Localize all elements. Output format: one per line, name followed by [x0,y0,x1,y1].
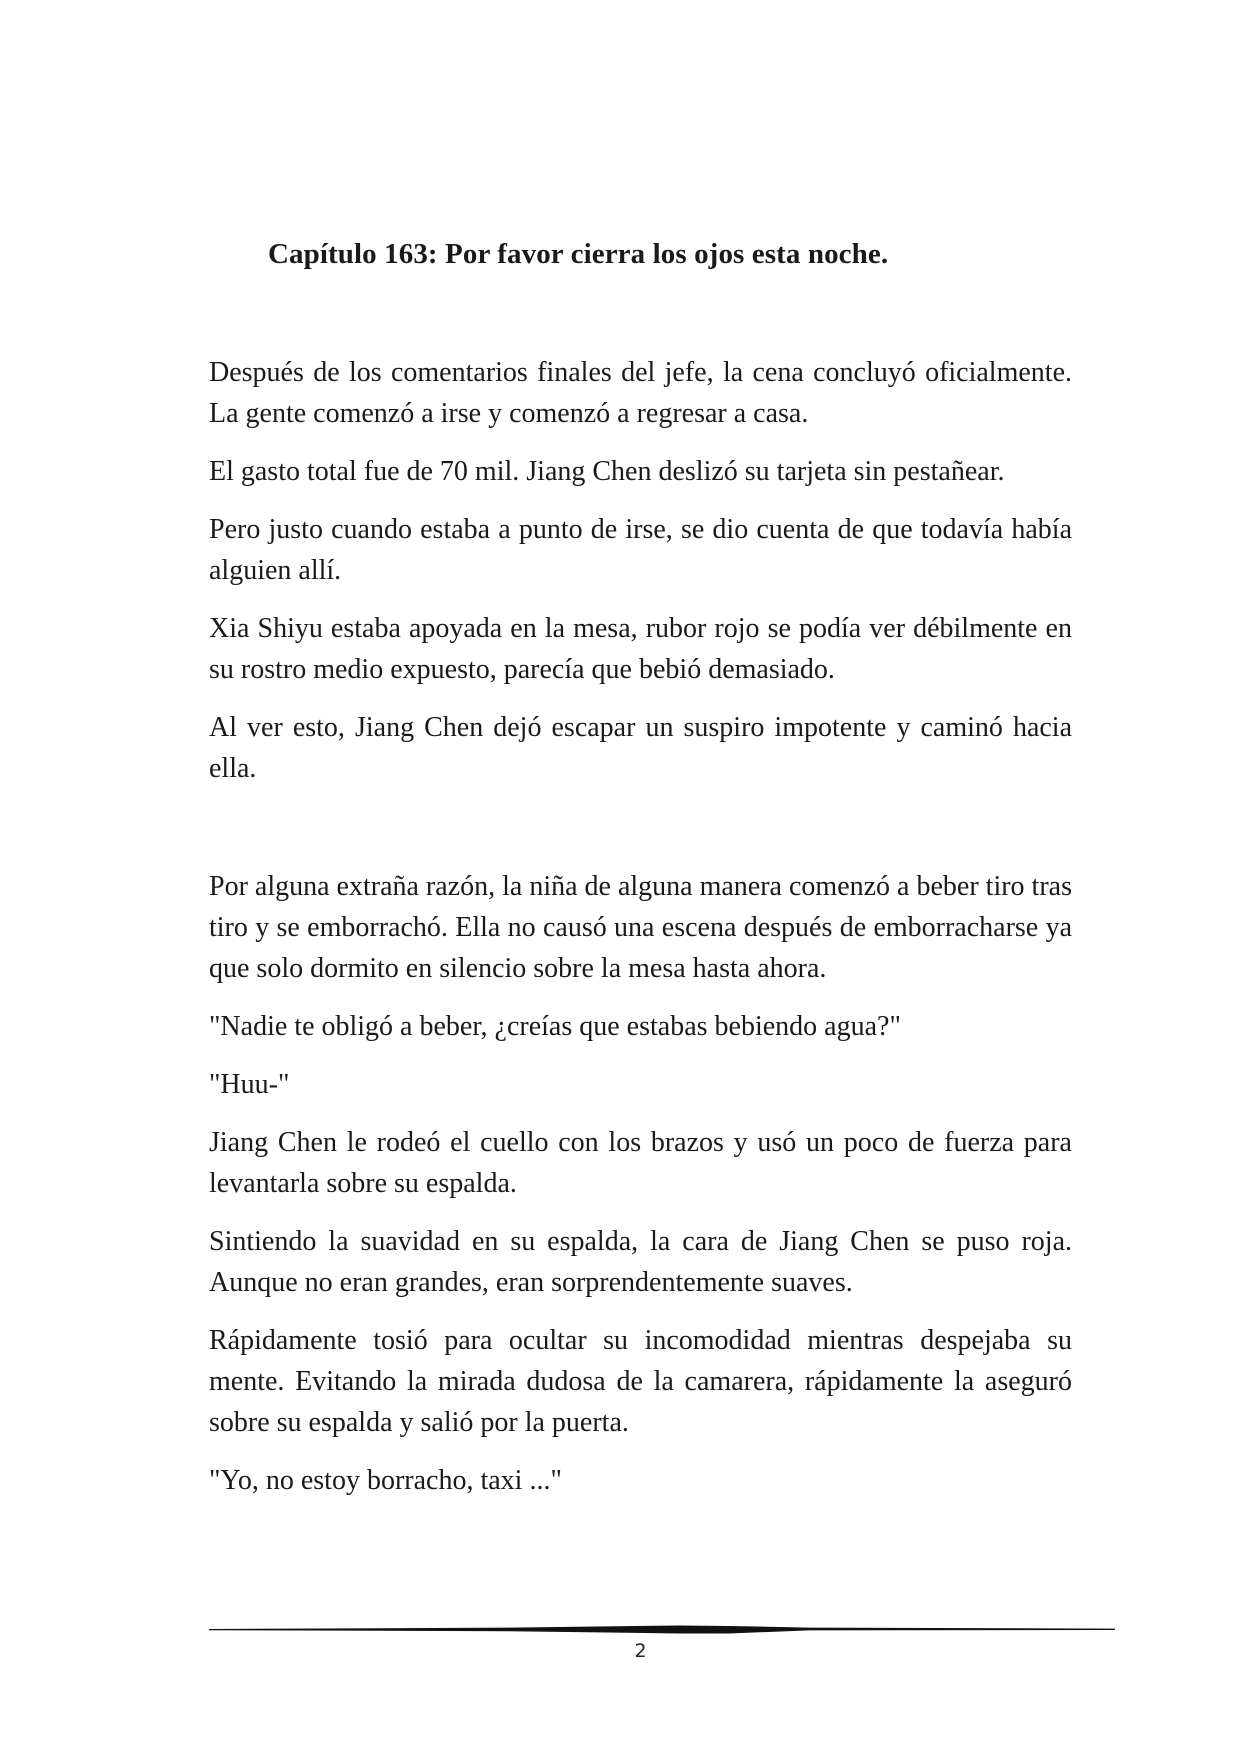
paragraph: "Huu-" [209,1069,290,1100]
paragraph: Sintiendo la suavidad en su espalda, la cara de Jiang Chen se puso roja. Aunque no eran grandes, eran sorprendentemente suaves. [209,1226,1072,1298]
chapter-title: Capítulo 163: Por favor cierra los ojos esta noche. [268,238,889,270]
paragraph: Jiang Chen le rodeó el cuello con los brazos y usó un poco de fuerza para levantarla sobre su espalda. [209,1127,1072,1199]
paragraph: "Yo, no estoy borracho, taxi ..." [209,1465,562,1496]
paragraph: Rápidamente tosió para ocultar su incomodidad mientras despejaba su mente. Evitando la mirada dudosa de la camarera, rápidamente la aseguró sobre su espalda y salió por la puerta. [209,1325,1072,1438]
section-break [209,806,1072,866]
paragraph: Xia Shiyu estaba apoyada en la mesa, rubor rojo se podía ver débilmente en su rostro medio expuesto, parecía que bebió demasiado. [209,613,1072,685]
footer-divider [209,1623,1115,1637]
page-number: 2 [634,1640,647,1662]
paragraph: "Nadie te obligó a beber, ¿creías que estabas bebiendo agua?" [209,1011,901,1042]
chapter-body [209,352,1072,1518]
paragraph: Por alguna extraña razón, la niña de alguna manera comenzó a beber tiro tras tiro y se emborrachó. Ella no causó una escena después de emborracharse ya que solo dormito en silencio sobre la mesa hasta ahora. [209,871,1072,984]
paragraph: Después de los comentarios finales del jefe, la cena concluyó oficialmente. La gente comenzó a irse y comenzó a regresar a casa. [209,357,1072,429]
paragraph: El gasto total fue de 70 mil. Jiang Chen deslizó su tarjeta sin pestañear. [209,456,1005,487]
paragraph: Al ver esto, Jiang Chen dejó escapar un suspiro impotente y caminó hacia ella. [209,712,1072,784]
paragraph: Pero justo cuando estaba a punto de irse, se dio cuenta de que todavía había alguien allí. [209,514,1072,586]
